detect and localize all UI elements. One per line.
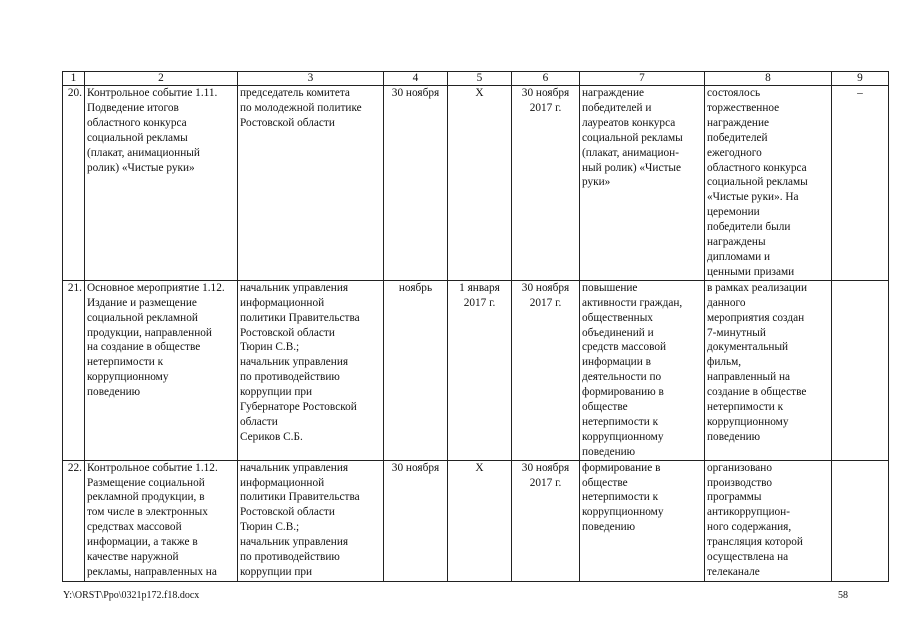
table-row (63, 280, 889, 460)
reason-cell: – (832, 86, 889, 281)
plan-start-cell: 30 ноября (384, 460, 448, 581)
col-header: 7 (580, 72, 705, 86)
plan-end-cell: 30 ноября 2017 г. (512, 86, 580, 281)
result-plan-cell: формирование в обществе нетерпимости к коррупционному поведению (580, 460, 705, 581)
col-header: 6 (512, 72, 580, 86)
col-header: 9 (832, 72, 889, 86)
fact-start-cell: Х (448, 460, 512, 581)
row-number: 22. (63, 460, 85, 581)
event-cell: Контрольное событие 1.11. Подведение итогов областного конкурса социальной рекламы (плакат, анимационный ролик) «Чистые руки» (85, 86, 238, 281)
col-header: 3 (238, 72, 384, 86)
result-fact-cell: организовано производство программы антикоррупцион- ного содержания, трансляция которой осуществлена на телеканале (705, 460, 832, 581)
col-header: 4 (384, 72, 448, 86)
responsible-cell: начальник управления информационной политики Правительства Ростовской области Тюрин С.В.; начальник управления по противодействию коррупции при Губернаторе Ростовской области Сериков С.Б. (238, 280, 384, 460)
event-cell: Контрольное событие 1.12. Размещение социальной рекламной продукции, в том числе в электронных средствах массовой информации, а также в качестве наружной рекламы, направленных на (85, 460, 238, 581)
col-header: 5 (448, 72, 512, 86)
plan-end-cell: 30 ноября 2017 г. (512, 280, 580, 460)
plan-start-cell: ноябрь (384, 280, 448, 460)
result-fact-cell: состоялось торжественное награждение победителей ежегодного областного конкурса социальной рекламы «Чистые руки». На церемонии победители были награждены дипломами и ценными призами (705, 86, 832, 281)
page-number: 58 (838, 590, 848, 601)
responsible-cell: председатель комитета по молодежной политике Ростовской области (238, 86, 384, 281)
event-cell: Основное мероприятие 1.12. Издание и размещение социальной рекламной продукции, направленной на создание в обществе нетерпимости к коррупционному поведению (85, 280, 238, 460)
fact-start-cell: 1 января 2017 г. (448, 280, 512, 460)
row-number: 20. (63, 86, 85, 281)
row-number: 21. (63, 280, 85, 460)
footer-file-path: Y:\ORST\Ppo\0321p172.f18.docx (63, 590, 200, 601)
table-row (63, 86, 889, 281)
report-table (62, 71, 889, 582)
column-number-row (63, 72, 889, 86)
plan-end-cell: 30 ноября 2017 г. (512, 460, 580, 581)
responsible-cell: начальник управления информационной политики Правительства Ростовской области Тюрин С.В.; начальник управления по противодействию коррупции при (238, 460, 384, 581)
reason-cell (832, 280, 889, 460)
reason-cell (832, 460, 889, 581)
col-header: 8 (705, 72, 832, 86)
plan-start-cell: 30 ноября (384, 86, 448, 281)
col-header: 2 (85, 72, 238, 86)
result-plan-cell: награждение победителей и лауреатов конкурса социальной рекламы (плакат, анимацион- ный ролик) «Чистые руки» (580, 86, 705, 281)
col-header: 1 (63, 72, 85, 86)
fact-start-cell: Х (448, 86, 512, 281)
table-row (63, 460, 889, 581)
result-plan-cell: повышение активности граждан, общественных объединений и средств массовой информации в деятельности по формированию в обществе нетерпимости к коррупционному поведению (580, 280, 705, 460)
result-fact-cell: в рамках реализации данного мероприятия создан 7-минутный документальный фильм, направленный на создание в обществе нетерпимости к коррупционному поведению (705, 280, 832, 460)
